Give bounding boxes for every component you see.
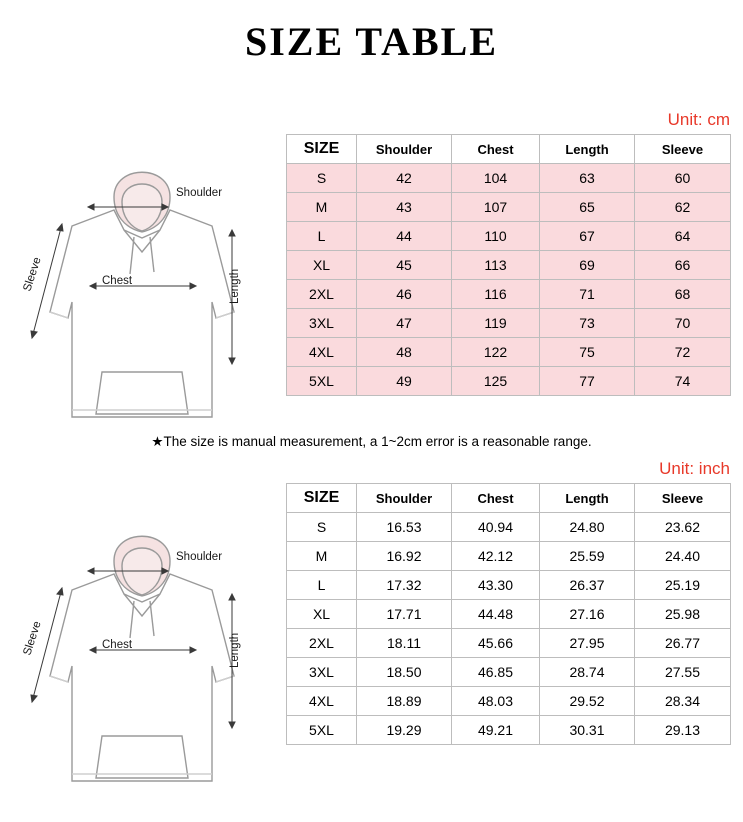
cell-sleeve: 23.62 [635, 513, 731, 542]
col-sleeve: Sleeve [635, 135, 731, 164]
cell-size: 4XL [287, 338, 357, 367]
cell-chest: 110 [452, 222, 540, 251]
cell-size: 2XL [287, 629, 357, 658]
label-sleeve-cm: Sleeve [21, 255, 44, 293]
cell-shoulder: 47 [357, 309, 452, 338]
cell-size: L [287, 571, 357, 600]
cell-chest: 119 [452, 309, 540, 338]
cell-length: 24.80 [540, 513, 635, 542]
cell-length: 28.74 [540, 658, 635, 687]
col-length: Length [540, 135, 635, 164]
cell-size: M [287, 542, 357, 571]
hoodie-diagram-cm [10, 142, 275, 432]
cell-sleeve: 68 [635, 280, 731, 309]
cell-chest: 49.21 [452, 716, 540, 745]
size-table-inch-wrap [286, 459, 730, 745]
col-chest: Chest [452, 484, 540, 513]
table-row [287, 222, 731, 251]
cell-shoulder: 42 [357, 164, 452, 193]
cell-length: 63 [540, 164, 635, 193]
cell-size: XL [287, 251, 357, 280]
label-length-cm: Length [229, 268, 241, 304]
cell-shoulder: 49 [357, 367, 452, 396]
col-size: SIZE [287, 135, 357, 164]
cell-length: 29.52 [540, 687, 635, 716]
cell-size: S [287, 164, 357, 193]
cell-shoulder: 18.50 [357, 658, 452, 687]
unit-label-inch: Unit: inch [659, 459, 730, 478]
cell-shoulder: 19.29 [357, 716, 452, 745]
table-row [287, 600, 731, 629]
cell-sleeve: 74 [635, 367, 731, 396]
cell-size: M [287, 193, 357, 222]
table-row [287, 309, 731, 338]
col-sleeve: Sleeve [635, 484, 731, 513]
table-row [287, 367, 731, 396]
cell-chest: 46.85 [452, 658, 540, 687]
cell-size: S [287, 513, 357, 542]
cell-chest: 43.30 [452, 571, 540, 600]
table-row [287, 164, 731, 193]
cell-chest: 44.48 [452, 600, 540, 629]
cell-size: 4XL [287, 687, 357, 716]
cell-chest: 107 [452, 193, 540, 222]
col-shoulder: Shoulder [357, 135, 452, 164]
cell-shoulder: 18.89 [357, 687, 452, 716]
label-shoulder-inch: Shoulder [176, 551, 223, 563]
cell-size: 5XL [287, 716, 357, 745]
table-row [287, 629, 731, 658]
cell-length: 25.59 [540, 542, 635, 571]
table-row [287, 571, 731, 600]
label-chest-inch: Chest [102, 639, 133, 651]
cell-length: 65 [540, 193, 635, 222]
cell-sleeve: 60 [635, 164, 731, 193]
cell-chest: 116 [452, 280, 540, 309]
table-header-row [287, 135, 731, 164]
measurement-note: ★The size is manual measurement, a 1~2cm error is a reasonable range. [151, 434, 592, 449]
table-row [287, 280, 731, 309]
label-shoulder-cm: Shoulder [176, 187, 223, 199]
cell-chest: 122 [452, 338, 540, 367]
col-size: SIZE [287, 484, 357, 513]
col-shoulder: Shoulder [357, 484, 452, 513]
cell-chest: 104 [452, 164, 540, 193]
cell-shoulder: 18.11 [357, 629, 452, 658]
cell-length: 73 [540, 309, 635, 338]
hoodie-diagram-inch [10, 506, 275, 796]
cell-shoulder: 16.92 [357, 542, 452, 571]
cell-chest: 113 [452, 251, 540, 280]
cell-sleeve: 66 [635, 251, 731, 280]
cell-shoulder: 46 [357, 280, 452, 309]
cell-shoulder: 17.71 [357, 600, 452, 629]
cell-length: 77 [540, 367, 635, 396]
label-sleeve-inch: Sleeve [21, 619, 44, 657]
cell-length: 67 [540, 222, 635, 251]
cell-length: 27.16 [540, 600, 635, 629]
cell-chest: 48.03 [452, 687, 540, 716]
cell-shoulder: 45 [357, 251, 452, 280]
cell-length: 69 [540, 251, 635, 280]
cell-sleeve: 25.98 [635, 600, 731, 629]
table-row [287, 658, 731, 687]
cell-sleeve: 26.77 [635, 629, 731, 658]
cell-chest: 40.94 [452, 513, 540, 542]
cell-sleeve: 64 [635, 222, 731, 251]
cell-shoulder: 17.32 [357, 571, 452, 600]
cell-sleeve: 28.34 [635, 687, 731, 716]
cell-chest: 45.66 [452, 629, 540, 658]
table-row [287, 687, 731, 716]
cell-shoulder: 16.53 [357, 513, 452, 542]
col-chest: Chest [452, 135, 540, 164]
table-row [287, 542, 731, 571]
cell-sleeve: 27.55 [635, 658, 731, 687]
cell-sleeve: 25.19 [635, 571, 731, 600]
cell-length: 30.31 [540, 716, 635, 745]
size-table-inch [286, 483, 731, 745]
cell-size: 3XL [287, 658, 357, 687]
size-table-cm [286, 134, 731, 396]
table-row [287, 193, 731, 222]
cell-length: 27.95 [540, 629, 635, 658]
cell-length: 26.37 [540, 571, 635, 600]
cell-size: 2XL [287, 280, 357, 309]
cell-size: 5XL [287, 367, 357, 396]
cell-size: XL [287, 600, 357, 629]
cell-chest: 42.12 [452, 542, 540, 571]
cell-sleeve: 62 [635, 193, 731, 222]
col-length: Length [540, 484, 635, 513]
cell-sleeve: 29.13 [635, 716, 731, 745]
table-row [287, 338, 731, 367]
cell-sleeve: 72 [635, 338, 731, 367]
cell-chest: 125 [452, 367, 540, 396]
table-row [287, 251, 731, 280]
cell-length: 71 [540, 280, 635, 309]
cell-size: L [287, 222, 357, 251]
table-header-row [287, 484, 731, 513]
table-row [287, 716, 731, 745]
cell-sleeve: 24.40 [635, 542, 731, 571]
cell-shoulder: 44 [357, 222, 452, 251]
cell-size: 3XL [287, 309, 357, 338]
label-chest-cm: Chest [102, 275, 133, 287]
cell-shoulder: 43 [357, 193, 452, 222]
page-title: SIZE TABLE [244, 19, 499, 64]
size-table-cm-wrap [286, 110, 730, 396]
cell-sleeve: 70 [635, 309, 731, 338]
label-length-inch: Length [229, 632, 241, 668]
table-row [287, 513, 731, 542]
unit-label-cm: Unit: cm [667, 110, 730, 129]
cell-shoulder: 48 [357, 338, 452, 367]
cell-length: 75 [540, 338, 635, 367]
